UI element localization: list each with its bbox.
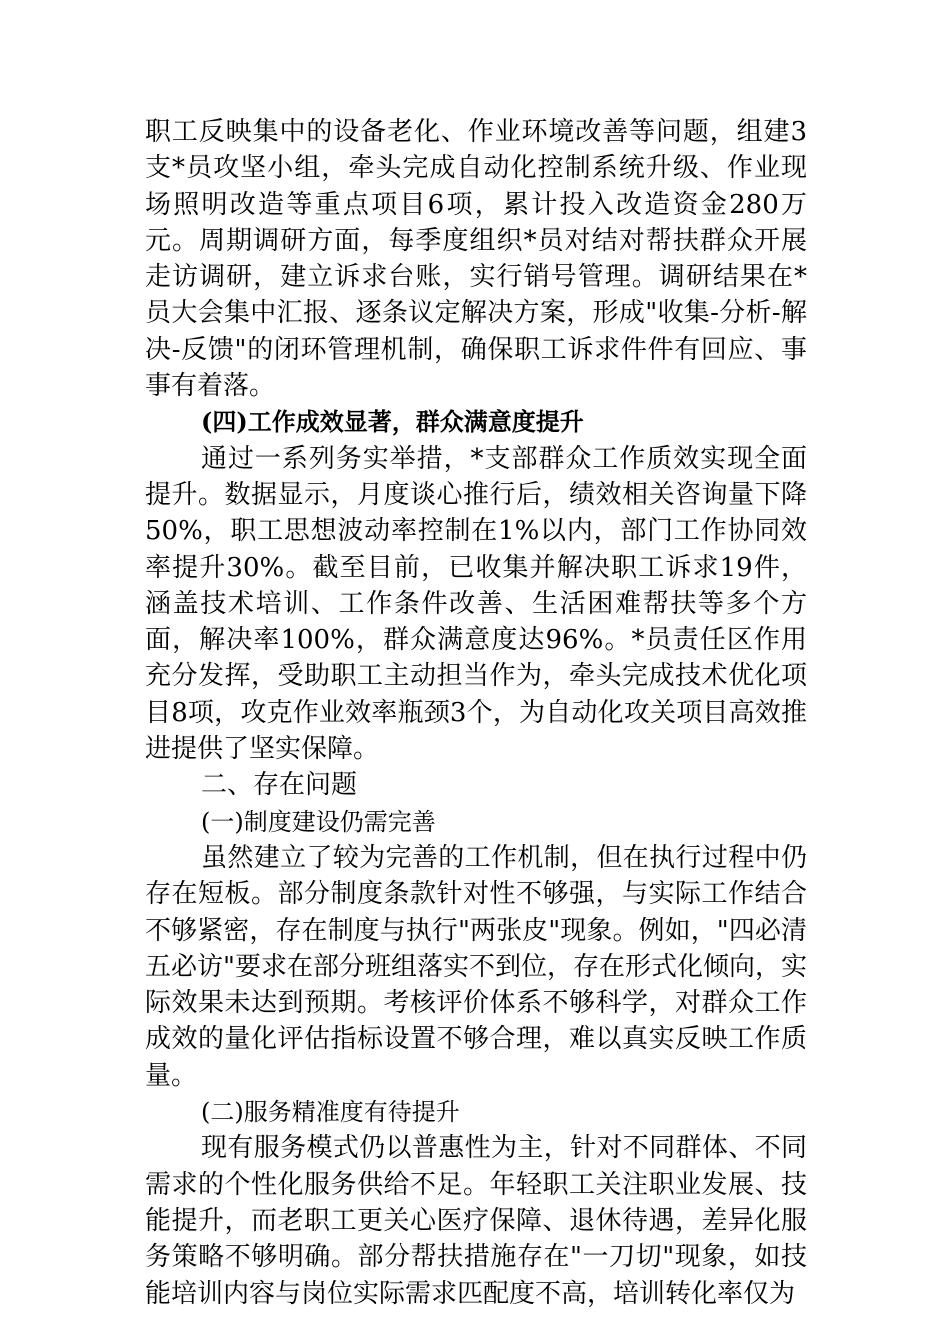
section-4-body: 通过一系列务实举措，*支部群众工作质效实现全面提升。数据显示，月度谈心推行后，绩效相关咨询量下降50%，职工思想波动率控制在1%以内，部门工作协同效率提升30%。截至目前，已收集并解决职工诉求19件，涵盖技术培训、工作条件改善、生活困难帮扶等多个方面，解决率100%，群众满意度达96%。*员责任区作用充分发挥，受助职工主动担当作为，牵头完成技术优化项目8项，攻克作业效率瓶颈3个，为自动化攻关项目高效推进提供了坚实保障。 bbox=[145, 443, 807, 765]
part-2-heading: 二、存在问题 bbox=[201, 770, 358, 801]
part-2-sub-2-body: 现有服务模式仍以普惠性为主，针对不同群体、不同需求的个性化服务供给不足。年轻职工关注职业发展、技能提升，而老职工更关心医疗保障、退休待遇，差异化服务策略不够明确。部分帮扶措施存在"一刀切"现象，如技能培训内容与岗位实际需求匹配度不高，培训转化率仅为 bbox=[145, 1133, 807, 1309]
section-4-heading: (四)工作成效显著，群众满意度提升 bbox=[201, 407, 584, 437]
part-2-sub-1-body: 虽然建立了较为完善的工作机制，但在执行过程中仍存在短板。部分制度条款针对性不够强，与实际工作结合不够紧密，存在制度与执行"两张皮"现象。例如，"四必清五必访"要求在部分班组落实不到位，存在形式化倾向，实际效果未达到预期。考核评价体系不够科学，对群众工作成效的量化评估指标设置不够合理，难以真实反映工作质量。 bbox=[145, 842, 807, 1091]
intro-paragraph: 职工反映集中的设备老化、作业环境改善等问题，组建3支*员攻坚小组，牵头完成自动化控制系统升级、作业现场照明改造等重点项目6项，累计投入改造资金280万元。周期调研方面，每季度组织*员对结对帮扶群众开展走访调研，建立诉求台账，实行销号管理。调研结果在*员大会集中汇报、逐条议定解决方案，形成"收集-分析-解决-反馈"的闭环管理机制，确保职工诉求件件有回应、事事有着落。 bbox=[145, 117, 807, 402]
part-2-sub-2-heading: (二)服务精准度有待提升 bbox=[201, 1098, 460, 1127]
document-page bbox=[145, 114, 807, 1312]
part-2-sub-1-heading: (一)制度建设仍需完善 bbox=[201, 807, 436, 836]
